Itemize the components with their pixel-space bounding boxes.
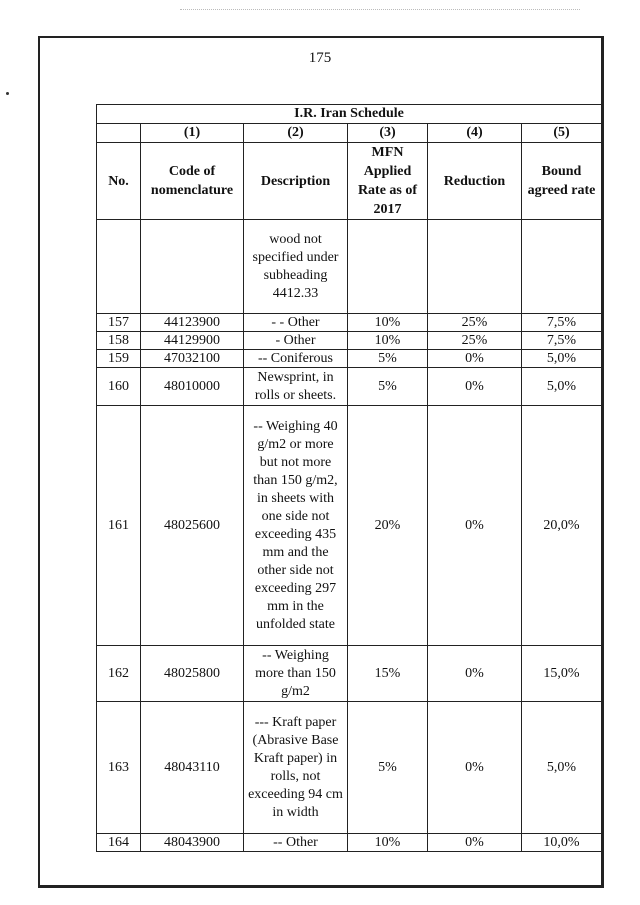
header-no: No. [97, 143, 141, 220]
cell-description: -- Other [244, 834, 348, 852]
table-row [97, 368, 602, 406]
cell-bound: 20,0% [522, 406, 602, 646]
table-row [97, 834, 602, 852]
cell-code: 47032100 [141, 350, 244, 368]
cell-no: 158 [97, 332, 141, 350]
schedule-table [96, 104, 602, 852]
cell-mfn: 15% [348, 646, 428, 702]
cell-reduction: 0% [428, 834, 522, 852]
cell-code: 48025600 [141, 406, 244, 646]
cell-mfn: 5% [348, 368, 428, 406]
cell-mfn [348, 220, 428, 314]
cell-mfn: 20% [348, 406, 428, 646]
cell-mfn: 10% [348, 332, 428, 350]
page-number: 175 [308, 50, 332, 66]
cell-no: 164 [97, 834, 141, 852]
header-reduction: Reduction [428, 143, 522, 220]
table-row [97, 314, 602, 332]
cell-mfn: 10% [348, 834, 428, 852]
cell-no: 163 [97, 702, 141, 834]
cell-description: --- Kraft paper (Abrasive Base Kraft paper) in rolls, not exceeding 94 cm in width [244, 702, 348, 834]
cell-reduction: 25% [428, 314, 522, 332]
column-number: (1) [141, 124, 244, 143]
column-number: (4) [428, 124, 522, 143]
cell-description: wood not specified under subheading 4412.33 [244, 220, 348, 314]
table-row [97, 332, 602, 350]
cell-reduction: 0% [428, 350, 522, 368]
table-row [97, 220, 602, 314]
cell-bound: 10,0% [522, 834, 602, 852]
cell-bound: 5,0% [522, 368, 602, 406]
cell-no: 161 [97, 406, 141, 646]
cell-reduction: 25% [428, 332, 522, 350]
cell-mfn: 10% [348, 314, 428, 332]
title-row [97, 105, 602, 124]
cell-reduction: 0% [428, 646, 522, 702]
cell-mfn: 5% [348, 702, 428, 834]
header-bound-rate: Bound agreed rate [522, 143, 602, 220]
cell-reduction: 0% [428, 702, 522, 834]
column-number: (5) [522, 124, 602, 143]
cell-code: 48010000 [141, 368, 244, 406]
cell-description: - - Other [244, 314, 348, 332]
column-number: (2) [244, 124, 348, 143]
cell-code: 44129900 [141, 332, 244, 350]
cell-reduction [428, 220, 522, 314]
cell-description: - Other [244, 332, 348, 350]
cell-bound: 7,5% [522, 332, 602, 350]
table-title: I.R. Iran Schedule [97, 105, 602, 124]
cell-description: -- Weighing more than 150 g/m2 [244, 646, 348, 702]
cell-description: Newsprint, in rolls or sheets. [244, 368, 348, 406]
column-number: (3) [348, 124, 428, 143]
cell-mfn: 5% [348, 350, 428, 368]
cell-code: 48025800 [141, 646, 244, 702]
cell-reduction: 0% [428, 368, 522, 406]
table-row [97, 646, 602, 702]
cell-bound: 5,0% [522, 702, 602, 834]
cell-reduction: 0% [428, 406, 522, 646]
cell-bound: 5,0% [522, 350, 602, 368]
cell-no [97, 220, 141, 314]
table-row [97, 702, 602, 834]
cell-code: 48043110 [141, 702, 244, 834]
table-row [97, 350, 602, 368]
table-row [97, 406, 602, 646]
scan-artifact-line [180, 9, 580, 11]
header-description: Description [244, 143, 348, 220]
scan-artifact-dot [6, 92, 9, 95]
cell-no: 157 [97, 314, 141, 332]
cell-no: 160 [97, 368, 141, 406]
cell-no: 162 [97, 646, 141, 702]
cell-code: 44123900 [141, 314, 244, 332]
cell-code [141, 220, 244, 314]
cell-bound [522, 220, 602, 314]
header-row [97, 143, 602, 220]
column-number-row [97, 124, 602, 143]
cell-bound: 7,5% [522, 314, 602, 332]
cell-description: -- Weighing 40 g/m2 or more but not more than 150 g/m2, in sheets with one side not exceeding 435 mm and the other side not exceeding 297 mm in the unfolded state [244, 406, 348, 646]
cell-description: -- Coniferous [244, 350, 348, 368]
cell-no: 159 [97, 350, 141, 368]
header-mfn-rate: MFN Applied Rate as of 2017 [348, 143, 428, 220]
header-code: Code of nomenclature [141, 143, 244, 220]
cell-code: 48043900 [141, 834, 244, 852]
cell-bound: 15,0% [522, 646, 602, 702]
column-number [97, 124, 141, 143]
